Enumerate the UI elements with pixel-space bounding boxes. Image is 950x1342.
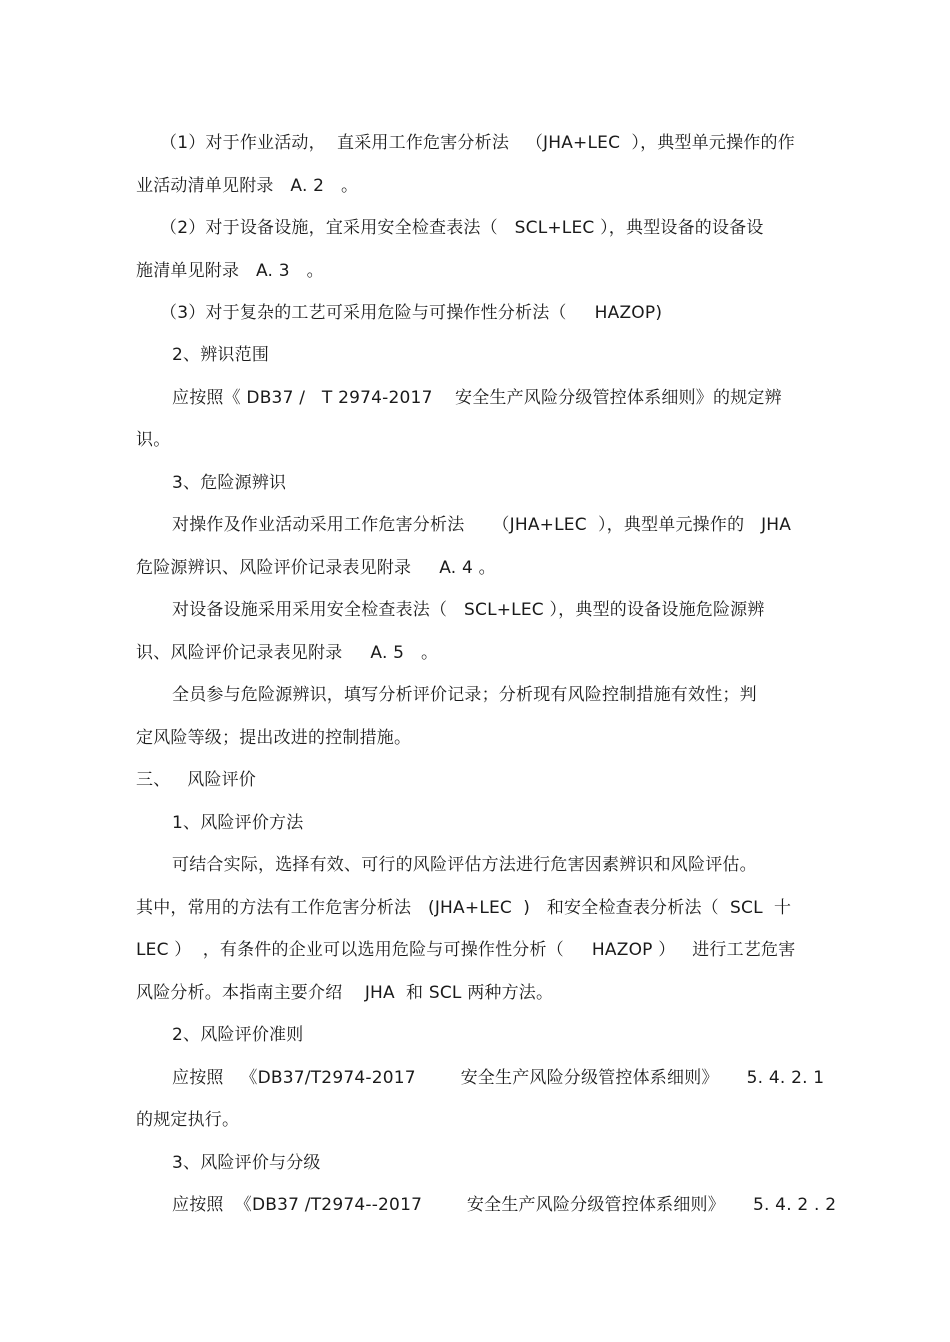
text-line-2: 业活动清单见附录 A. 2 。	[136, 176, 359, 196]
text-line-23: 应按照 《DB37/T2974-2017 安全生产风险分级管控体系细则》 5. 4. 2. 1	[172, 1068, 825, 1088]
section-heading-hazard-identification: 3、危险源辨识	[172, 473, 287, 493]
section-heading-evaluation-criteria: 2、风险评价准则	[172, 1025, 304, 1045]
text-line-13: 识、风险评价记录表见附录 A. 5 。	[136, 643, 439, 663]
text-line-4: 施清单见附录 A. 3 。	[136, 261, 324, 281]
text-line-12: 对设备设施采用采用安全检查表法（ SCL+LEC ），典型的设备设施危险源辨	[172, 600, 765, 620]
text-line-10: 对操作及作业活动采用工作危害分析法 （JHA+LEC ），典型单元操作的 JHA	[172, 515, 792, 535]
text-line-8: 识。	[136, 430, 171, 450]
section-heading-identification-scope: 2、辨识范围	[172, 345, 270, 365]
text-line-14: 全员参与危险源辨识，填写分析评价记录；分析现有风险控制措施有效性；判	[172, 685, 757, 705]
text-line-26: 应按照 《DB37 /T2974--2017 安全生产风险分级管控体系细则》 5. 4. 2 . 2	[172, 1195, 837, 1215]
text-line-21: 风险分析。本指南主要介绍 JHA 和 SCL 两种方法。	[136, 983, 554, 1003]
text-line-5: （3）对于复杂的工艺可采用危险与可操作性分析法（ HAZOP)	[160, 303, 663, 323]
text-line-18: 可结合实际，选择有效、可行的风险评估方法进行危害因素辨识和风险评估。	[172, 855, 757, 875]
section-heading-evaluation-grading: 3、风险评价与分级	[172, 1153, 321, 1173]
chapter-heading-risk-evaluation: 三、 风险评价	[136, 770, 257, 790]
text-line-7: 应按照《 DB37 / T 2974-2017 安全生产风险分级管控体系细则》的规定辨	[172, 388, 782, 408]
text-line-15: 定风险等级；提出改进的控制措施。	[136, 728, 412, 748]
text-line-3: （2）对于设备设施，宜采用安全检查表法（ SCL+LEC ），典型设备的设备设	[160, 218, 764, 238]
text-line-1: （1）对于作业活动， 直采用工作危害分析法 （JHA+LEC ），典型单元操作的作	[160, 133, 795, 153]
section-heading-evaluation-method: 1、风险评价方法	[172, 813, 304, 833]
text-line-19: 其中，常用的方法有工作危害分析法 (JHA+LEC ) 和安全检查表分析法（ SCL 十	[136, 898, 792, 918]
text-line-11: 危险源辨识、风险评价记录表见附录 A. 4 。	[136, 558, 496, 578]
text-line-20: LEC ） ，有条件的企业可以选用危险与可操作性分析（ HAZOP ） 进行工艺危害	[136, 940, 796, 960]
text-line-24: 的规定执行。	[136, 1110, 240, 1130]
